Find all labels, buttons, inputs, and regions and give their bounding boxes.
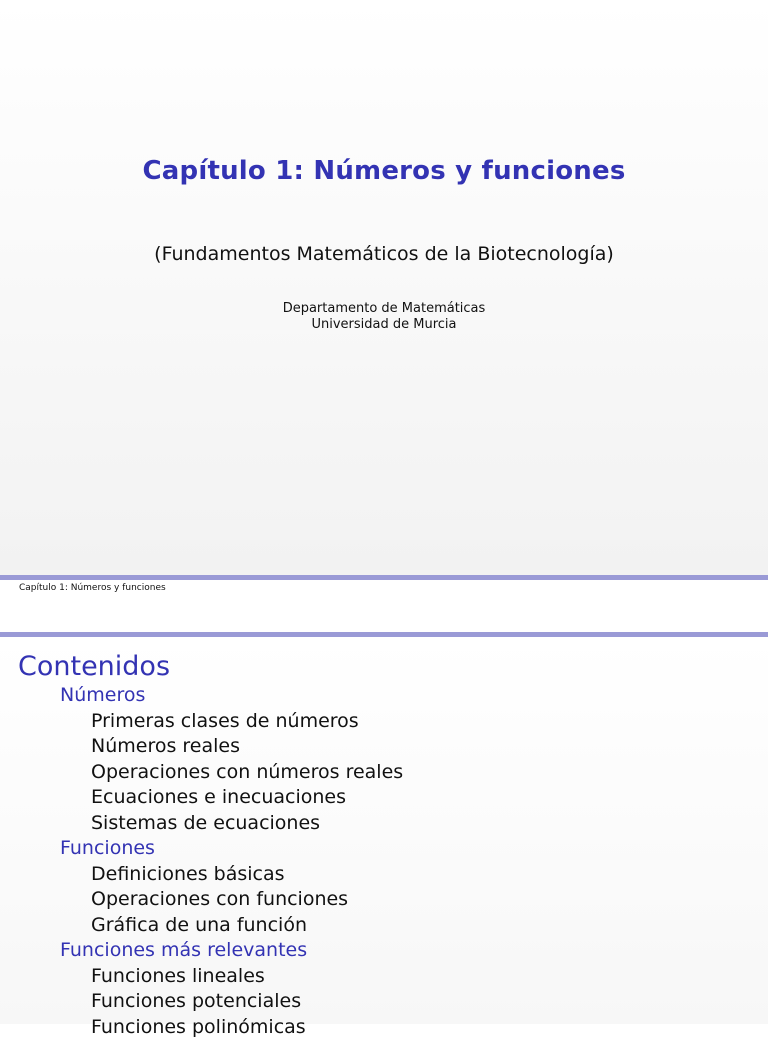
toc-subsection[interactable]: Operaciones con funciones [0, 887, 768, 913]
toc-subsection[interactable]: Funciones lineales [0, 964, 768, 990]
toc-subsection[interactable]: Números reales [0, 734, 768, 760]
slide-subtitle: (Fundamentos Matemáticos de la Biotecnología) [0, 243, 768, 265]
toc-subsection[interactable]: Definiciones básicas [0, 862, 768, 888]
footer-title: Capítulo 1: Números y funciones [19, 583, 166, 593]
toc-section[interactable]: Funciones [0, 836, 768, 862]
table-of-contents [0, 683, 768, 1040]
institute-department: Departamento de Matemáticas [0, 301, 768, 317]
toc-subsection[interactable]: Sistemas de ecuaciones [0, 811, 768, 837]
toc-subsection[interactable]: Primeras clases de números [0, 709, 768, 735]
toc-section[interactable]: Números [0, 683, 768, 709]
toc-subsection[interactable]: Ecuaciones e inecuaciones [0, 785, 768, 811]
toc-subsection[interactable]: Funciones potenciales [0, 989, 768, 1015]
institute [0, 301, 768, 333]
institute-university: Universidad de Murcia [0, 317, 768, 333]
slide-title: Capítulo 1: Números y funciones [0, 156, 768, 186]
toc-subsection[interactable]: Funciones polinómicas [0, 1015, 768, 1040]
contents-heading: Contenidos [18, 651, 170, 682]
toc-subsection[interactable]: Operaciones con números reales [0, 760, 768, 786]
toc-section[interactable]: Funciones más relevantes [0, 938, 768, 964]
toc-subsection[interactable]: Gráfica de una función [0, 913, 768, 939]
